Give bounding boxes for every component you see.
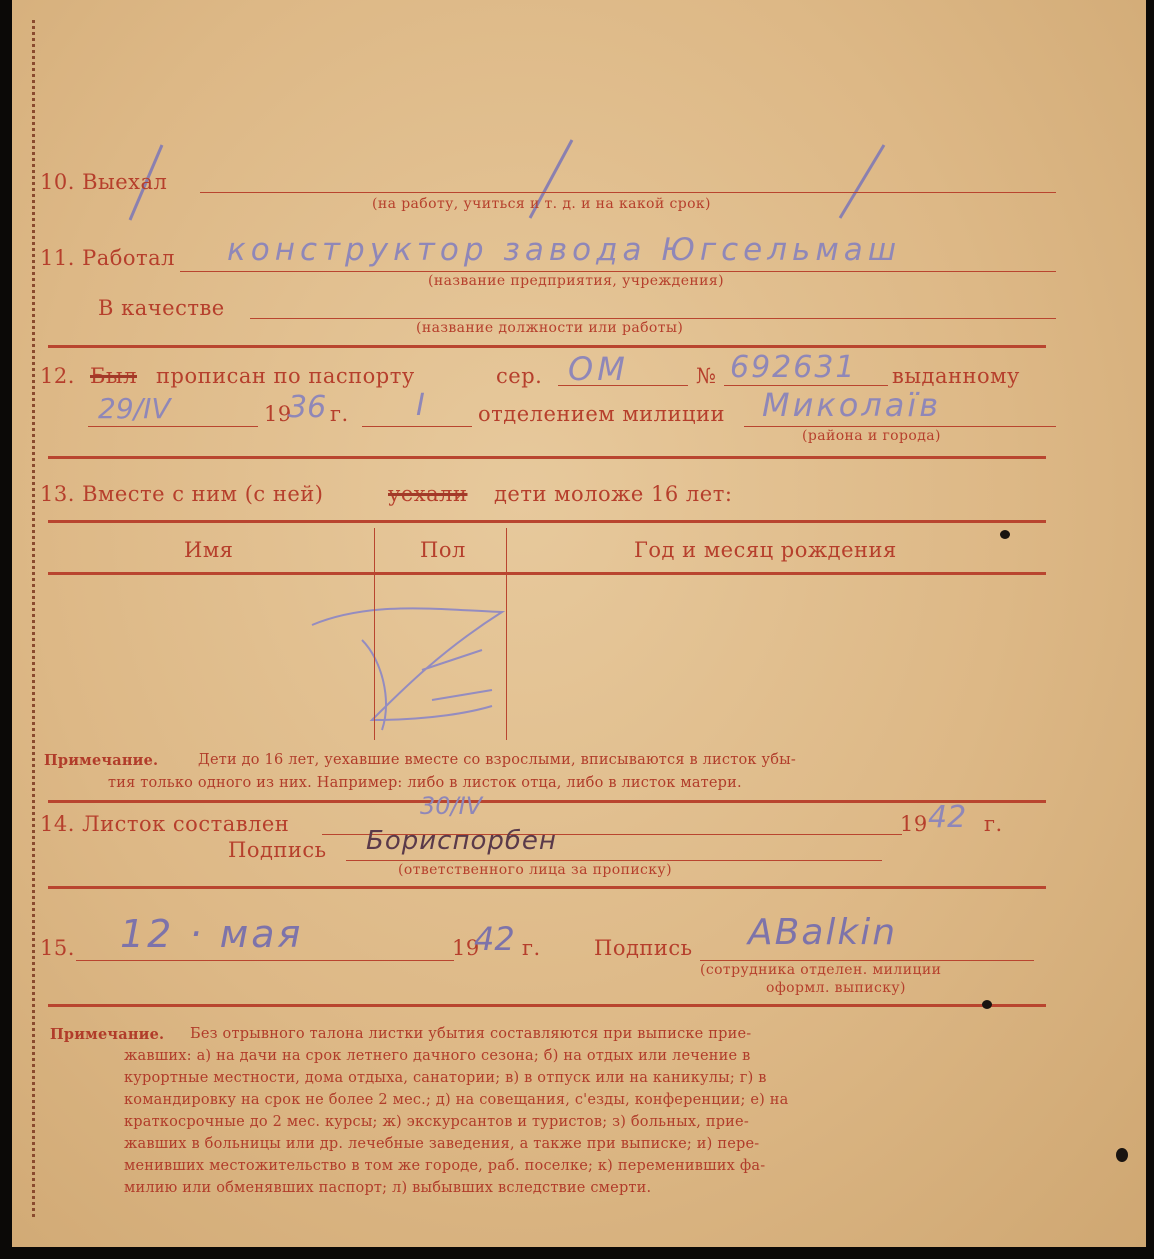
passport-year-value: 36: [288, 390, 327, 425]
item15-caption-1: (сотрудника отделен. милиции: [700, 962, 942, 978]
item10-caption: (на работу, учиться и т. д. и на какой срок): [372, 196, 711, 212]
item15-sign-label: Подпись: [594, 936, 693, 960]
item10-line: [200, 192, 1056, 193]
item15-year-prefix: 19: [452, 936, 480, 960]
passport-series-label: сер.: [496, 364, 543, 388]
footnote-title: Примечание.: [50, 1026, 165, 1043]
item14-year-value: 42: [928, 800, 967, 835]
passport-year-prefix: 19: [264, 402, 292, 426]
section-rule-2: [48, 456, 1046, 459]
item12-caption: (района и города): [802, 428, 941, 444]
item15-year-suffix: г.: [522, 936, 541, 960]
item12-label: прописан по паспорту: [156, 364, 415, 388]
form-sheet: [12, 0, 1146, 1247]
issued-label: выданному: [892, 364, 1020, 388]
item11-caption: (название предприятия, учреждения): [428, 273, 724, 289]
item15-year-value: 42: [474, 920, 515, 958]
footnote-line: менивших местожительство в том же городе, раб. поселке; к) переменивших фа-: [124, 1158, 766, 1174]
table-header-birth: Год и месяц рождения: [634, 538, 897, 562]
footnote-line: жавших в больницы или др. лечебные заведения, а также при выписке; и) пере-: [124, 1136, 760, 1152]
item13-struck-word: уехали: [388, 482, 468, 506]
table-header-name: Имя: [184, 538, 234, 562]
item11-line: [180, 271, 1056, 272]
city-line: [744, 426, 1056, 427]
passport-series-value: ОМ: [568, 350, 629, 388]
item13-label-b: дети моложе 16 лет:: [494, 482, 733, 506]
table-header-rule: [48, 572, 1046, 575]
item14-sign-label: Подпись: [228, 838, 327, 862]
item13-label: 13. Вместе с ним (с ней): [40, 482, 324, 506]
paper-speck: [982, 1000, 992, 1009]
footnote-line: жавших: а) на дачи на срок летнего дачного сезона; б) на отдых или лечение в: [124, 1048, 751, 1064]
paper-speck: [1116, 1148, 1128, 1162]
section-rule-4: [48, 886, 1046, 889]
item14-sign-line: [346, 860, 882, 861]
item11-role-label: В качестве: [98, 296, 225, 320]
item13-note-title: Примечание.: [44, 752, 159, 769]
table-top-rule: [48, 520, 1046, 523]
item12-struck-word: Был: [90, 364, 137, 388]
footnote-line: командировку на срок не более 2 мес.; д) на совещания, с'езды, конференции; е) на: [124, 1092, 789, 1108]
item12-number: 12.: [40, 364, 75, 388]
footnote-line: курортные местности, дома отдыха, санатории; в) в отпуск или на каникулы; г) в: [124, 1070, 767, 1086]
section-rule-1: [48, 345, 1046, 348]
item15-caption-2: оформл. выписку): [766, 980, 906, 996]
section-rule-3: [48, 800, 1046, 803]
item14-year-suffix: г.: [984, 812, 1003, 836]
item14-signature: Бориспорбен: [366, 826, 557, 856]
passport-date-line: [88, 426, 258, 427]
passport-number-value: 692631: [730, 350, 857, 385]
table-header-sex: Пол: [420, 538, 466, 562]
item14-caption: (ответственного лица за прописку): [398, 862, 672, 878]
passport-date-value: 29/IV: [98, 392, 171, 425]
item11-workplace-value: конструктор завода Югсельмаш: [227, 232, 902, 268]
item14-date-value: 30/IV: [420, 792, 483, 820]
item11-role-line: [250, 318, 1056, 319]
militia-office-line: [362, 426, 472, 427]
city-value: Миколаїв: [762, 386, 942, 424]
table-divider-1: [374, 528, 375, 740]
item13-note-line-2: тия только одного из них. Например: либо в листок отца, либо в листок матери.: [108, 775, 742, 791]
item13-note-line-1: Дети до 16 лет, уехавшие вместе со взрослыми, вписываются в листок убы-: [198, 752, 796, 768]
item15-date-value: 12 · мая: [120, 912, 304, 956]
table-divider-2: [506, 528, 507, 740]
militia-office-label: отделением милиции: [478, 402, 725, 426]
footnote-line: Без отрывного талона листки убытия составляются при выписке прие-: [190, 1026, 752, 1042]
paper-speck: [1000, 530, 1010, 539]
item15-signature: ABalkin: [748, 912, 898, 953]
item15-date-line: [76, 960, 454, 961]
item14-label: 14. Листок составлен: [40, 812, 290, 836]
item11-label: 11. Работал: [40, 246, 175, 270]
section-rule-5: [48, 1004, 1046, 1007]
footnote-line: милию или обменявших паспорт; л) выбывших вследствие смерти.: [124, 1180, 652, 1196]
item15-sign-line: [700, 960, 1034, 961]
item10-label: 10. Выехал: [40, 170, 168, 194]
passport-year-suffix: г.: [330, 402, 349, 426]
passport-number-label: №: [696, 364, 717, 388]
militia-office-value: I: [416, 388, 425, 423]
footnote-line: краткосрочные до 2 мес. курсы; ж) экскурсантов и туристов; з) больных, прие-: [124, 1114, 749, 1130]
item14-year-prefix: 19: [900, 812, 928, 836]
item15-number: 15.: [40, 936, 75, 960]
item11-role-caption: (название должности или работы): [416, 320, 684, 336]
passport-series-line: [558, 385, 688, 386]
